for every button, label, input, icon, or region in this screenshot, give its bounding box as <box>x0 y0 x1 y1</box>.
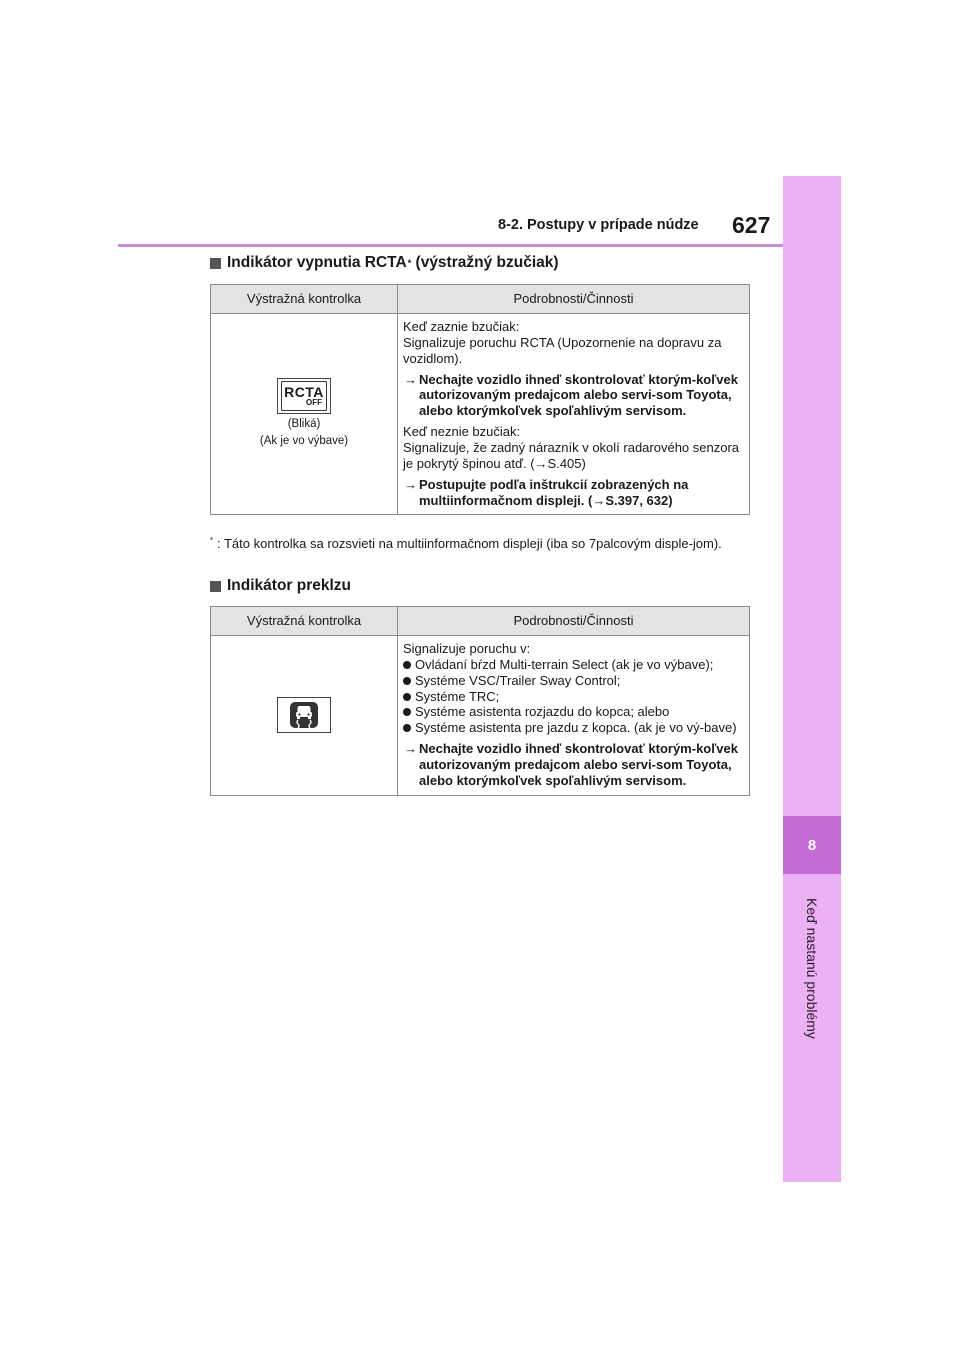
rcta-icon-text: RCTA <box>284 383 324 400</box>
table-row <box>211 636 750 796</box>
heading-square-icon <box>210 581 221 592</box>
col-header-details: Podrobnosti/Činnosti <box>398 607 750 636</box>
section1-heading <box>210 254 559 272</box>
action-text: Postupujte podľa inštrukcií zobrazených na multiinformačnom displeji. (→S.397, 632) <box>419 476 689 508</box>
detail-line: Keď zaznie bzučiak: <box>403 319 520 334</box>
section1-title: Indikátor vypnutia RCTA <box>227 254 407 271</box>
list-item <box>403 673 744 689</box>
col-header-details: Podrobnosti/Činnosti <box>398 285 750 314</box>
col-header-warning-light: Výstražná kontrolka <box>211 285 398 314</box>
icon-note-blinks: (Bliká) <box>287 417 321 430</box>
arrow-icon: → <box>404 476 417 492</box>
list-item <box>403 704 744 720</box>
section1-title-suffix: (výstražný bzučiak) <box>415 254 559 271</box>
icon-note-equipped: (Ak je vo výbave) <box>259 435 349 448</box>
list-item-text: Ovládaní bŕzd Multi-terrain Select (ak je vo výbave); <box>415 656 714 672</box>
table-header-row <box>211 607 750 636</box>
heading-square-icon <box>210 258 221 269</box>
slip-indicator-icon <box>277 697 331 733</box>
detail-line: Signalizuje, že zadný nárazník v okolí radarového senzora je pokrytý špinou atď. (→S.405) <box>403 440 740 471</box>
header-divider <box>118 244 783 247</box>
list-item <box>403 720 744 736</box>
table-row <box>211 314 750 515</box>
details-cell <box>398 314 750 515</box>
bullet-icon <box>403 693 411 701</box>
slip-table <box>210 606 750 796</box>
chapter-title: Keď nastanú problémy <box>804 897 820 1039</box>
arrow-icon: → <box>404 741 417 757</box>
action-item <box>403 372 744 420</box>
page-number: 627 <box>732 212 771 238</box>
chapter-number: 8 <box>807 836 817 854</box>
chapter-number-tab[interactable] <box>783 816 841 874</box>
detail-line: Keď neznie bzučiak: <box>403 424 521 440</box>
icon-cell <box>211 314 398 515</box>
details-cell <box>398 636 750 796</box>
action-item <box>403 477 744 509</box>
bullet-icon <box>403 677 411 685</box>
arrow-icon: → <box>404 371 417 387</box>
rcta-table <box>210 284 750 515</box>
footnote <box>210 536 750 553</box>
section2-title: Indikátor preklzu <box>227 577 352 594</box>
rcta-icon-off-text: OFF <box>306 397 322 407</box>
col-header-warning-light: Výstražná kontrolka <box>211 607 398 636</box>
footnote-mark: * <box>210 536 214 545</box>
section-title: 8-2. Postupy v prípade núdze <box>498 217 699 233</box>
list-item-text: Systéme VSC/Trailer Sway Control; <box>415 672 621 688</box>
action-text: Nechajte vozidlo ihneď skontrolovať ktorým-koľvek autorizovaným predajcom alebo servi-som Toyota, alebo ktorýmkoľvek spoľahlivým servisom. <box>419 741 738 788</box>
detail-line: Signalizuje poruchu RCTA (Upozornenie na dopravu za vozidlom). <box>403 334 722 366</box>
footnote-text: : Táto kontrolka sa rozsvieti na multiinformačnom displeji (iba so 7palcovým disple-jom). <box>217 536 722 551</box>
list-item-text: Systéme asistenta pre jazdu z kopca. (ak je vo vý-bave) <box>415 720 737 736</box>
detail-line: Signalizuje poruchu v: <box>403 641 531 656</box>
icon-note <box>212 416 396 451</box>
chapter-title-label <box>783 888 841 1048</box>
action-text: Nechajte vozidlo ihneď skontrolovať ktorým-koľvek autorizovaným predajcom alebo servi-som Toyota, alebo ktorýmkoľvek spoľahlivým servisom. <box>419 371 738 419</box>
bullet-icon <box>403 724 411 732</box>
rcta-off-icon <box>277 378 331 414</box>
list-item <box>403 689 744 705</box>
icon-cell <box>211 636 398 796</box>
section2-heading <box>210 577 351 595</box>
section1-title-mark: * <box>407 258 412 268</box>
bullet-icon <box>403 661 411 669</box>
list-item <box>403 657 744 673</box>
bullet-icon <box>403 708 411 716</box>
table-header-row <box>211 285 750 314</box>
list-item-text: Systéme asistenta rozjazdu do kopca; alebo <box>415 704 670 720</box>
action-item <box>403 741 744 789</box>
list-item-text: Systéme TRC; <box>415 688 500 704</box>
